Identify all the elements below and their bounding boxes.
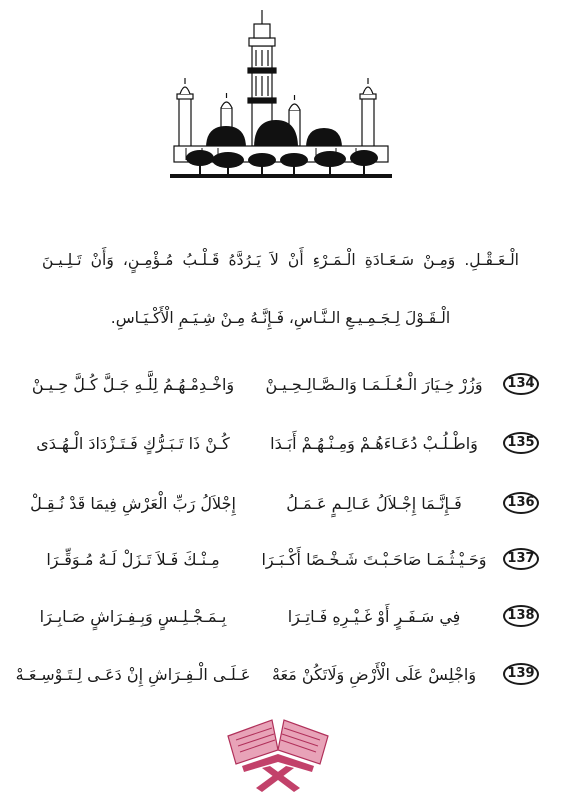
verse-number-badge: 137 (503, 548, 539, 570)
verse-number-badge: 136 (503, 492, 539, 514)
intro-line-1: الْـعَـقْـلِ. وَمِـنْ سَـعَـادَةِ الْـمَـرْءِ أَنْ لاَ يَـرُدَّهُ قَـلْـبُ مُـؤْمِـنٍ، وَأَنْ تَـلِـيـنَ (42, 251, 519, 269)
quran-stand-ornament (222, 706, 334, 796)
verse-second-hemistich: عَـلَـى الْـفِـرَاشِ إِنْ دَعَـى لِـتَـوْسِـعَـهْ (15, 665, 251, 684)
verse-second-hemistich: كُـنْ ذَا تَـبَـرُّكٍ فَـتَـزْدَادَ الْـهُـدَى (36, 434, 230, 453)
verse-second-hemistich: إِجْلاَلُ رَبِّ الْعَرْشِ فِيمَا قَدْ نُـقِـلْ (30, 494, 236, 513)
verse-first-hemistich: فِي سَـفَـرٍ أَوْ غَـيْـرِهِ فَـاتِـرَا (287, 607, 461, 626)
verse-first-hemistich: وَاجْلِسْ عَلَى الْأَرْضِ وَلَاتَكُنْ مَعَهْ (271, 665, 477, 684)
verse-first-hemistich: وَزُرْ خِـيَارَ الْـعُـلَـمَـا وَالـصَّـالِـحِـيـنْ (265, 375, 483, 394)
verse-row (8, 369, 553, 405)
verse-first-hemistich: وَاطْـلُـبْ دُعَـاءَهُـمْ وَمِـنْـهُـمْ أَبَـدَا (270, 434, 478, 453)
verse-row (8, 601, 553, 637)
verse-second-hemistich: وَاخْـدِمْـهُـمُ لِلَّـهِ جَـلَّ كُـلَّ حِـيـنْ (31, 375, 235, 394)
verse-row (8, 428, 553, 464)
verse-number-badge: 134 (503, 373, 539, 395)
verse-number-badge: 135 (503, 432, 539, 454)
verse-row (8, 488, 553, 524)
verse-row (8, 544, 553, 580)
verse-first-hemistich: فَـإِنَّـمَا إِجْـلاَلُ عَـالِـمٍ عَـمَـلُ (286, 494, 462, 513)
intro-line-2: الْـقَـوْلَ لِـجَـمِـيـعِ الـنَّـاسِ، فَـإِنَّـهُ مِـنْ شِـيَـمِ الْأَكْـيَـاسِ. (110, 309, 451, 327)
verse-first-hemistich: وَحَـيْـثُـمَـا صَاحَـبْـتَ شَـخْـصًا أَكْـبَـرَا (261, 550, 487, 569)
mosque-illustration (166, 8, 396, 183)
verse-second-hemistich: مِـنْـكَ فَـلاَ تَـزَلْ لَـهُ مُـوَقِّـرَا (46, 550, 220, 569)
verse-number-badge: 139 (503, 663, 539, 685)
verse-row (8, 659, 553, 695)
verse-second-hemistich: بِـمَـجْـلِـسٍ وَبِـفِـرَاشٍ صَـابِـرَا (39, 607, 227, 626)
verse-number-badge: 138 (503, 605, 539, 627)
